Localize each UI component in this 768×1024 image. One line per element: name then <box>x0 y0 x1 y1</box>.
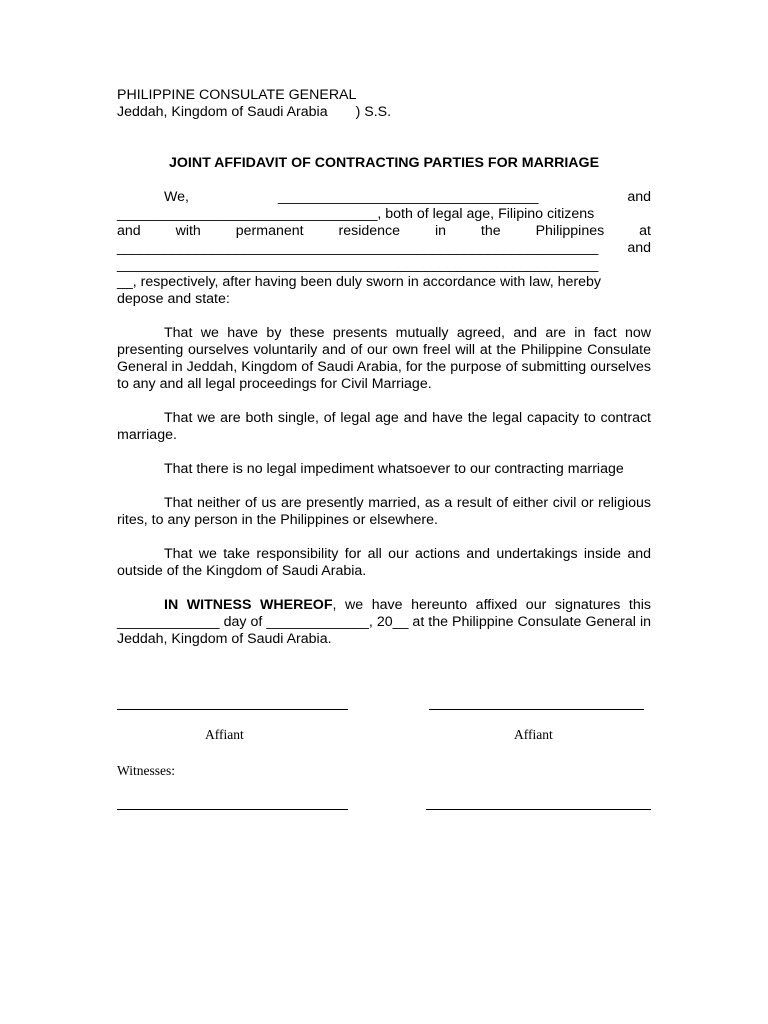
affiant-label-left: Affiant <box>205 727 244 742</box>
intro-and-2: and <box>627 240 651 256</box>
witness-signature-line-left[interactable] <box>117 809 348 810</box>
intro-line-3 <box>117 223 651 240</box>
witness-whereof-bold: IN WITNESS WHEREOF <box>164 597 333 613</box>
word: the <box>480 223 501 239</box>
intro-we: We, <box>164 189 189 205</box>
word: with <box>175 223 201 239</box>
intro-and-1: and <box>627 189 651 205</box>
witnesses-label: Witnesses: <box>117 763 175 778</box>
word: permanent <box>235 223 304 239</box>
address-blank-1: _____________________________________________________________ <box>117 240 599 256</box>
word: in <box>434 223 446 239</box>
intro-line-6: __, respectively, after having been duly sworn in accordance with law, hereby <box>117 274 601 290</box>
word: and <box>117 223 141 239</box>
word: Philippines <box>535 223 605 239</box>
word: residence <box>338 223 401 239</box>
affiant-signature-line-left[interactable] <box>117 709 348 710</box>
intro-line-7: depose and state: <box>117 291 230 307</box>
header-office: PHILIPPINE CONSULATE GENERAL <box>117 87 357 103</box>
paragraph-not-married: That neither of us are presently married, as a result of either civil or religious rites, to any person in the Philippines or elsewhere. <box>117 495 651 528</box>
witness-signature-line-right[interactable] <box>426 809 651 810</box>
paragraph-single: That we are both single, of legal age and have the legal capacity to contract marriage. <box>117 410 651 443</box>
affidavit-body <box>117 87 651 648</box>
paragraph-no-impediment: That there is no legal impediment whatsoever to our contracting marriage <box>164 461 624 477</box>
paragraph-agreement: That we have by these presents mutually agreed, and are in fact now presenting ourselves voluntarily and of our own freel will at the Philippine Consulate General in Jeddah, Kingdom of Saudi Arabia, for the purpose of submitting ourselves to any and all legal proceedings for Civil Marriage. <box>117 325 651 392</box>
affiant-label-right: Affiant <box>514 727 553 742</box>
intro-line-5: _____________________________________________________________ <box>117 257 599 273</box>
paragraph-responsibility: That we take responsibility for all our actions and undertakings inside and outside of the Kingdom of Saudi Arabia. <box>117 546 651 579</box>
witness-whereof-text: , we have hereunto affixed our signatures this _____________ day of _____________, 20__ at the Philippine Consulate General in Jeddah, Kingdom of Saudi Arabia. <box>117 597 652 647</box>
paragraph-witness-whereof <box>117 597 651 648</box>
word: at <box>639 223 651 239</box>
header-location <box>117 104 651 121</box>
intro-line-1 <box>117 189 651 206</box>
header-ss: ) S.S. <box>355 104 392 120</box>
affiant-signature-line-right[interactable] <box>429 709 644 710</box>
header-city: Jeddah, Kingdom of Saudi Arabia <box>117 104 328 120</box>
name-blank-1: _________________________________ <box>277 189 539 205</box>
intro-line-2: _________________________________, both of legal age, Filipino citizens <box>117 206 595 222</box>
intro-line-4 <box>117 240 651 257</box>
document-title: JOINT AFFIDAVIT OF CONTRACTING PARTIES FOR MARRIAGE <box>168 155 600 171</box>
